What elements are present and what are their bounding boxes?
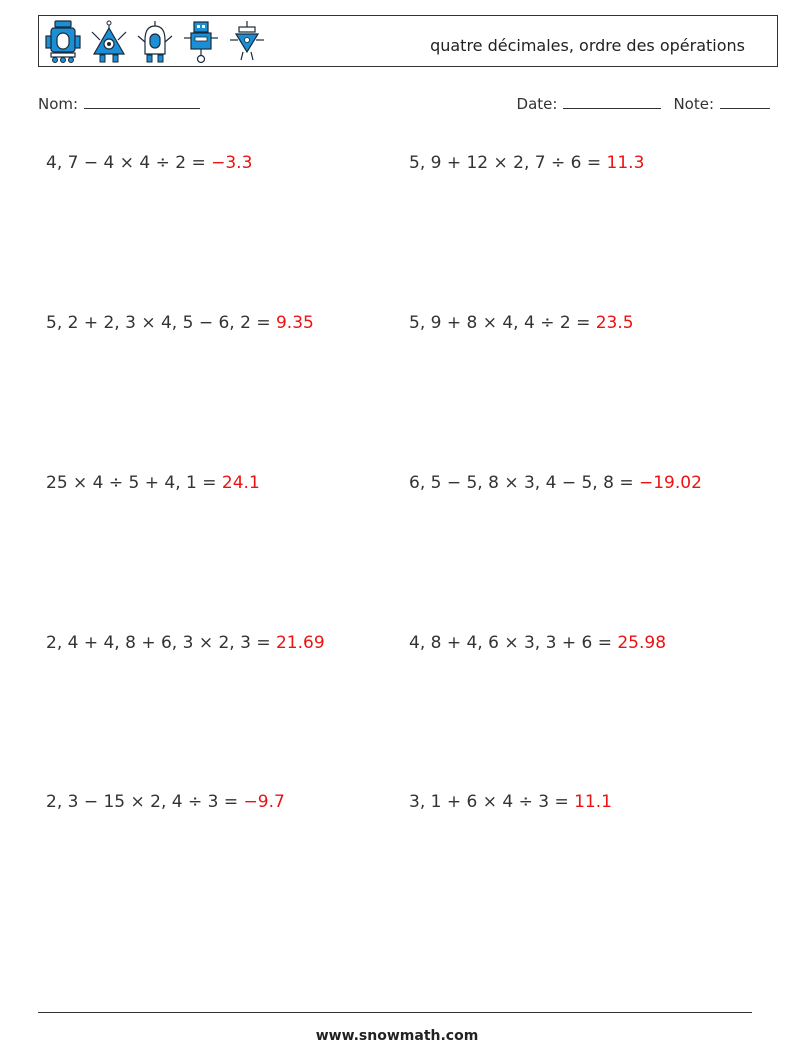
footer-url[interactable]: www.snowmath.com [315, 1028, 479, 1044]
problem-expression: 6, 5 − 5, 8 × 3, 4 − 5, 8 = [409, 473, 639, 493]
student-info-row [38, 92, 770, 114]
problem-9 [46, 790, 285, 814]
problem-answer: −3.3 [211, 153, 253, 173]
problem-answer: 21.69 [275, 633, 325, 653]
robot-icons [45, 20, 265, 64]
problem-5 [46, 471, 260, 495]
problem-expression: 3, 1 + 6 × 4 ÷ 3 = [409, 792, 575, 812]
problem-3 [46, 311, 314, 335]
problem-expression: 5, 9 + 12 × 2, 7 ÷ 6 = [409, 153, 607, 173]
name-field[interactable] [38, 92, 200, 113]
robot-5-icon [229, 20, 265, 64]
problem-expression: 2, 3 − 15 × 2, 4 ÷ 3 = [46, 792, 244, 812]
problem-answer: 11.3 [606, 153, 645, 173]
robot-4-icon [183, 20, 219, 64]
robot-1-icon [45, 20, 81, 64]
problem-answer: 11.1 [574, 792, 612, 812]
name-blank[interactable] [84, 92, 200, 109]
date-label: Date: [516, 95, 558, 113]
problem-expression: 4, 7 − 4 × 4 ÷ 2 = [46, 153, 212, 173]
problem-expression: 2, 4 + 4, 8 + 6, 3 × 2, 3 = [46, 633, 276, 653]
worksheet-title: quatre décimales, ordre des opérations [430, 36, 745, 55]
problem-expression: 25 × 4 ÷ 5 + 4, 1 = [46, 473, 222, 493]
problem-6 [409, 471, 702, 495]
robot-3-icon [137, 20, 173, 64]
problem-1 [46, 151, 252, 175]
note-label: Note: [673, 95, 714, 113]
problem-answer: 9.35 [275, 313, 314, 333]
problem-expression: 5, 9 + 8 × 4, 4 ÷ 2 = [409, 313, 596, 333]
problem-4 [409, 311, 634, 335]
problem-10 [409, 790, 612, 814]
problem-8 [409, 631, 666, 655]
worksheet-header [38, 15, 778, 67]
problem-2 [409, 151, 644, 175]
note-blank[interactable] [720, 92, 770, 109]
problem-7 [46, 631, 325, 655]
problem-answer: −19.02 [638, 473, 702, 493]
footer-divider [38, 1012, 752, 1013]
problem-answer: 24.1 [221, 473, 260, 493]
date-blank[interactable] [563, 92, 661, 109]
problem-answer: 23.5 [595, 313, 634, 333]
date-note-fields [517, 92, 770, 113]
problem-answer: −9.7 [243, 792, 285, 812]
name-label: Nom: [38, 95, 79, 113]
problem-expression: 5, 2 + 2, 3 × 4, 5 − 6, 2 = [46, 313, 276, 333]
problem-expression: 4, 8 + 4, 6 × 3, 3 + 6 = [409, 633, 618, 653]
robot-2-icon [91, 20, 127, 64]
problem-answer: 25.98 [617, 633, 667, 653]
